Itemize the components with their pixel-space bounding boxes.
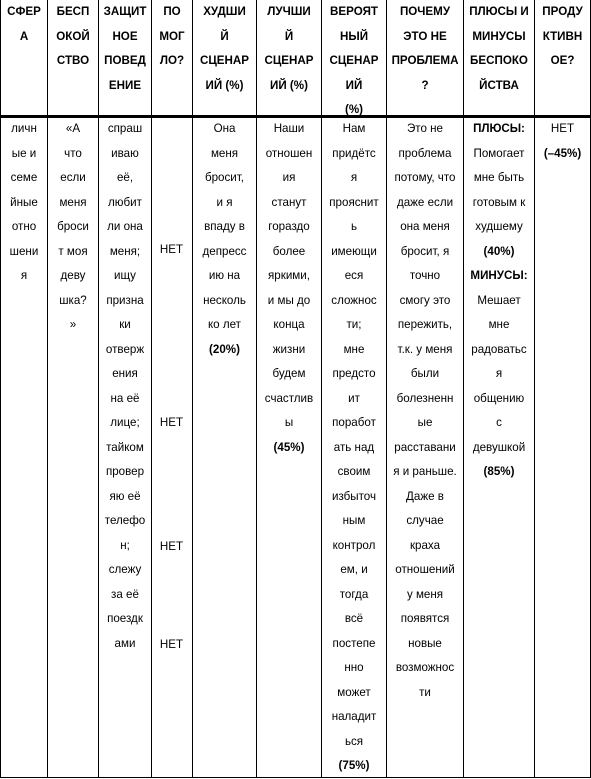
cell-worry: «А что если меня броси т моя деву шка? » [57, 122, 89, 331]
header-worst-case: ХУДШИ Й СЦЕНАР ИЙ (%) [199, 5, 250, 92]
pros-label: ПЛЮСЫ: [473, 122, 525, 135]
worst-case-text: Она меня бросит, и я впаду в депресс ию на несколь ко лет [202, 122, 247, 331]
header-why-not-problem: ПОЧЕМУ ЭТО НЕ ПРОБЛЕМА ? [391, 5, 459, 92]
cell-worst-case [193, 117, 256, 362]
header-helped: ПО МОГ ЛО? [159, 5, 185, 67]
cell-productive [535, 117, 590, 166]
worst-case-percent: (20%) [209, 342, 240, 356]
header-productive: ПРОДУ КТИВН ОЕ? [542, 5, 583, 67]
pros-percent: (40%) [483, 244, 515, 258]
likely-case-percent: (75%) [338, 759, 370, 772]
best-case-text: Наши отношен ия станут гораздо более яркими, и мы до конца жизни будем счастлив ы [264, 122, 314, 429]
header-sphere: СФЕР А [7, 5, 41, 43]
productive-text: НЕТ [550, 122, 575, 135]
cons-label: МИНУСЫ: [470, 269, 528, 282]
pros-text: Помогает мне быть готовым к худшему [472, 146, 526, 233]
cell-why-not-problem: Это не проблема потому, что даже если она меня бросит, я точно смогу это пережить, т.к. у меня были болезненн ые расставани я и раньше. Даже в случае краха отношений у меня появятся новые возможнос ти [393, 122, 457, 699]
cell-protective-behavior: спраш иваю её, любит ли она меня; ищу призна ки отверж ения на её лице; тайком провер яю её телефо н; слежу за её поездк ами [104, 122, 146, 650]
cell-helped-4: НЕТ [159, 638, 184, 651]
cell-best-case [257, 117, 321, 460]
cell-sphere: личн ые и семе йные отно шени я [9, 122, 39, 282]
cell-likely-case [322, 117, 386, 779]
likely-case-text: Нам придётс я прояснит ь имеющи еся сложнос ти; мне предсто ит поработ ать над своим избыточ ным контрол ем, и тогда всё постепе нно может наладит ься [329, 122, 379, 748]
cons-percent: (85%) [483, 465, 515, 478]
cell-helped-1: НЕТ [159, 243, 184, 256]
header-pros-cons: ПЛЮСЫ И МИНУСЫ БЕСПОКО ЙСТВА [469, 5, 529, 92]
cons-text: Мешает мне радоватьс я общению с девушкой [471, 293, 527, 454]
header-likely-case: ВЕРОЯТ НЫЙ СЦЕНАР ИЙ (%) [329, 5, 379, 116]
best-case-percent: (45%) [273, 440, 305, 454]
productive-percent: (–45%) [543, 146, 582, 160]
header-protective-behavior: ЗАЩИТ НОЕ ПОВЕД ЕНИЕ [103, 5, 147, 92]
header-worry: БЕСП ОКОЙ СТВО [56, 5, 90, 67]
cell-helped-3: НЕТ [159, 540, 184, 553]
header-best-case: ЛУЧШИ Й СЦЕНАР ИЙ (%) [264, 5, 314, 92]
cell-pros-cons [464, 117, 534, 485]
cell-helped-2: НЕТ [159, 416, 184, 429]
